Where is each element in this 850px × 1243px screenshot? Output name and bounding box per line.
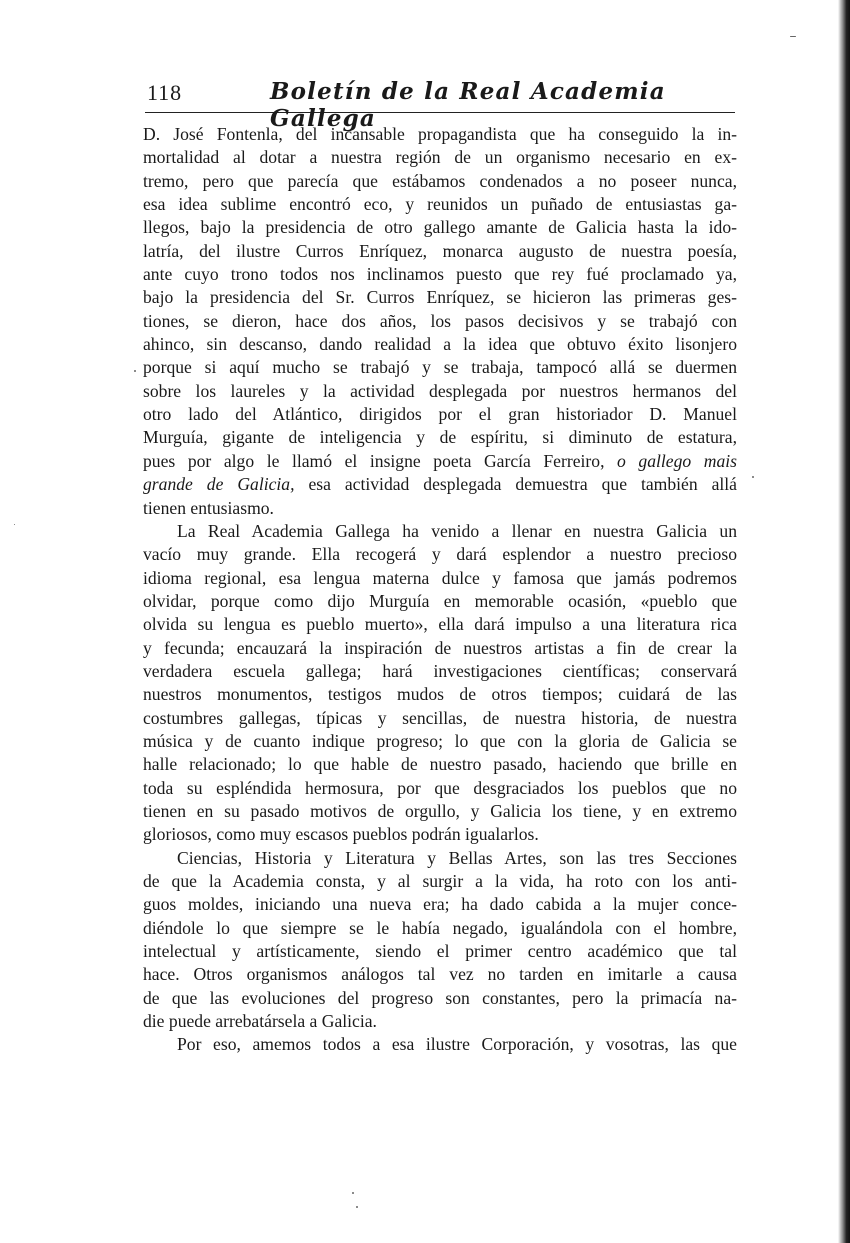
text-line: tremo, pero que parecía que estábamos condenados a no poseer nunca,	[143, 170, 737, 191]
paragraph-4	[143, 1033, 737, 1056]
text-line: verdadera escuela gallega; hará investigaciones científicas; conservará	[143, 660, 737, 681]
body-text	[143, 123, 737, 1057]
text-line: intelectual y artísticamente, siendo el primer centro académico que tal	[143, 941, 737, 962]
text-line: diéndole lo que siempre se le había negado, igualándola con el hombre,	[143, 917, 737, 938]
scan-speck	[134, 370, 136, 372]
text-line: D. José Fontenla, del incansable propagandista que ha conseguido la in-	[143, 124, 737, 144]
text-line: porque si aquí mucho se trabajó y se trabaja, tampocó allá se duermen	[143, 357, 737, 378]
text-line: música y de cuanto indique progreso; lo que con la gloria de Galicia se	[143, 730, 737, 751]
scan-speck	[790, 36, 796, 37]
text-line: tienen entusiasmo.	[143, 497, 274, 518]
text-line: die puede arrebatársela a Galicia.	[143, 1011, 377, 1032]
text-line: mortalidad al dotar a nuestra región de un organismo necesario en ex-	[143, 147, 737, 168]
text-line: Por eso, amemos todos a esa ilustre Corporación, y vosotras, las que	[177, 1034, 737, 1055]
page-number: 118	[147, 80, 183, 105]
text-line: gloriosos, como muy escasos pueblos podrán igualarlos.	[143, 824, 539, 845]
text-line: olvida su lengua es pueblo muerto», ella dará impulso a una literatura rica	[143, 614, 737, 635]
text-line-quote	[143, 450, 737, 473]
scan-speck	[14, 524, 15, 525]
text-line: Ciencias, Historia y Literatura y Bellas Artes, son las tres Secciones	[177, 847, 737, 868]
text-line: esa idea sublime encontró eco, y reunidos un puñado de entusiastas ga-	[143, 194, 737, 215]
text-line: bajo la presidencia del Sr. Curros Enríquez, se hicieron las primeras ges-	[143, 287, 737, 308]
text-line: nuestros monumentos, testigos mudos de otros tiempos; cuidará de las	[143, 684, 737, 705]
paragraph-3	[143, 847, 737, 1034]
scan-speck	[352, 1192, 354, 1194]
text-line: sobre los laureles y la actividad desplegada por nuestros hermanos del	[143, 380, 737, 401]
text-line: La Real Academia Gallega ha venido a llenar en nuestra Galicia un	[177, 520, 737, 541]
italic-quote: o gallego mais	[617, 450, 737, 471]
text-line: halle relacionado; lo que hable de nuestro pasado, haciendo que brille en	[143, 754, 737, 775]
text-line: toda su espléndida hermosura, por que desgraciados los pueblos que no	[143, 777, 737, 798]
paragraph-2	[143, 520, 737, 847]
text-line: tiones, se dieron, hace dos años, los pasos decisivos y se trabajó con	[143, 310, 737, 331]
text-fragment: esa actividad desplegada demuestra que también allá	[294, 474, 737, 495]
text-line: ahinco, sin descanso, dando realidad a la idea que obtuvo éxito lisonjero	[143, 334, 737, 355]
text-line: ante cuyo trono todos nos inclinamos puesto que rey fué proclamado ya,	[143, 264, 737, 285]
paragraph-1	[143, 123, 737, 520]
text-line: costumbres gallegas, típicas y sencillas, de nuestra historia, de nuestra	[143, 707, 737, 728]
text-line: tienen en su pasado motivos de orgullo, y Galicia los tiene, y en extremo	[143, 800, 737, 821]
text-line: latría, del ilustre Curros Enríquez, monarca augusto de nuestra poesía,	[143, 240, 737, 261]
text-line: llegos, bajo la presidencia de otro gallego amante de Galicia hasta la ido-	[143, 217, 737, 238]
text-line: y fecunda; encauzará la inspiración de nuestros artistas a fin de crear la	[143, 637, 737, 658]
running-title: Boletín de la Real Academia Gallega	[270, 78, 666, 132]
text-line: vacío muy grande. Ella recogerá y dará esplendor a nuestro precioso	[143, 544, 737, 565]
text-line: de que la Academia consta, y al surgir a la vida, ha roto con los anti-	[143, 871, 737, 891]
text-fragment: pues por algo le llamó el insigne poeta García Ferreiro,	[143, 450, 618, 471]
scan-speck	[356, 1206, 358, 1208]
page-header	[145, 78, 735, 132]
scan-speck	[752, 476, 754, 478]
text-line: olvidar, porque como dijo Murguía en memorable ocasión, «pueblo que	[143, 590, 737, 611]
text-line: Murguía, gigante de inteligencia y de espíritu, si diminuto de estatura,	[143, 427, 737, 448]
italic-quote: grande de Galicia,	[143, 474, 295, 495]
text-line-quote	[143, 473, 737, 496]
page-edge-shadow	[838, 0, 850, 1243]
text-line: de que las evoluciones del progreso son constantes, pero la primacía na-	[143, 987, 737, 1008]
text-line: idioma regional, esa lengua materna dulce y famosa que jamás podremos	[143, 567, 737, 588]
text-line: guos moldes, iniciando una nueva era; ha dado cabida a la mujer conce-	[143, 894, 737, 915]
text-line: otro lado del Atlántico, dirigidos por el gran historiador D. Manuel	[143, 404, 737, 425]
text-line: hace. Otros organismos análogos tal vez no tarden en imitarle a causa	[143, 964, 737, 985]
